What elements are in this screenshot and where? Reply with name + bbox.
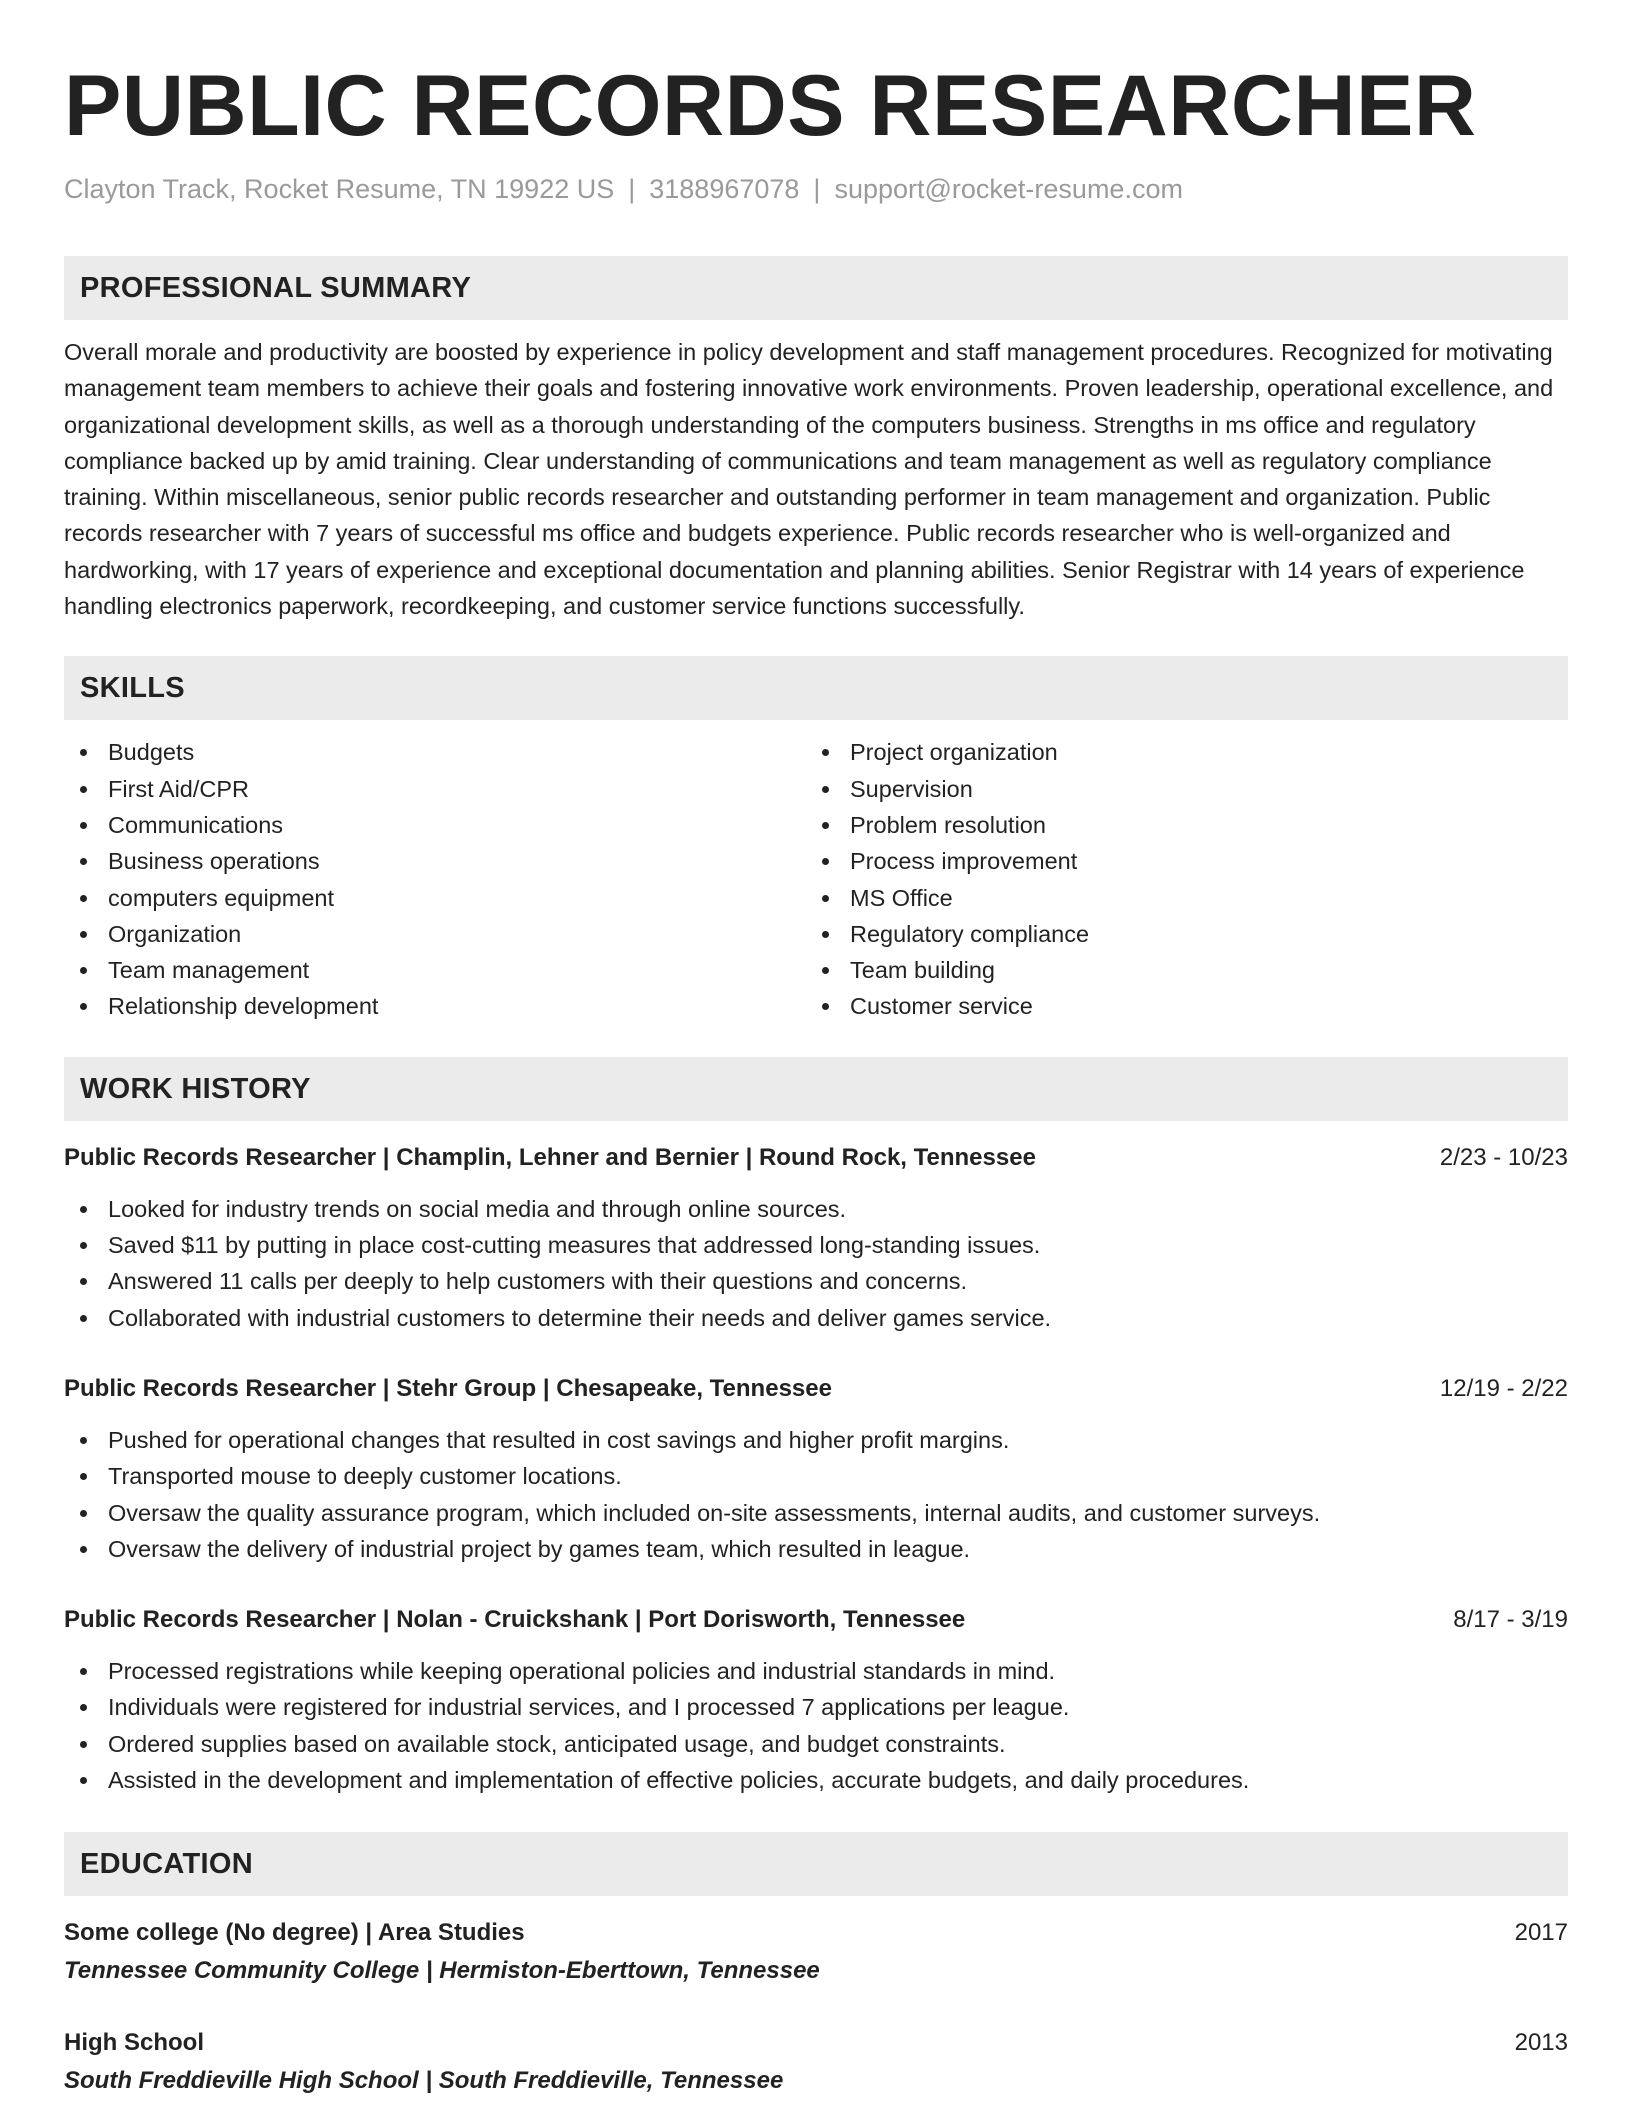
skill-label: First Aid/CPR xyxy=(108,775,250,802)
job-bullet-text: Processed registrations while keeping operational policies and industrial standards in mind. xyxy=(108,1658,1056,1685)
skill-label: Process improvement xyxy=(850,848,1078,875)
education-heading: EDUCATION xyxy=(64,1832,1568,1896)
skill-label: Business operations xyxy=(108,848,320,875)
job-title: Public Records Researcher | Nolan - Cruickshank | Port Dorisworth, Tennessee xyxy=(64,1606,966,1634)
job-bullet xyxy=(64,1263,1568,1299)
job-bullet xyxy=(64,1762,1568,1798)
bullet-icon xyxy=(822,895,829,902)
job-bullet-text: Transported mouse to deeply customer locations. xyxy=(108,1463,622,1490)
education-header xyxy=(64,2026,1568,2060)
job-bullet-text: Pushed for operational changes that resulted in cost savings and higher profit margins. xyxy=(108,1426,1010,1453)
skill-item xyxy=(806,952,1548,988)
job-dates: 12/19 - 2/22 xyxy=(1439,1374,1568,1402)
contact-phone: 3188967078 xyxy=(649,174,800,204)
job-title: Public Records Researcher | Champlin, Lehner and Bernier | Round Rock, Tennessee xyxy=(64,1143,1036,1171)
skill-item xyxy=(64,771,806,807)
job-header xyxy=(64,1141,1568,1175)
bullet-icon xyxy=(80,1510,87,1517)
skill-label: Supervision xyxy=(850,775,973,802)
skill-label: Team management xyxy=(108,957,310,984)
job-bullet-text: Collaborated with industrial customers to determine their needs and deliver games service. xyxy=(108,1304,1052,1331)
skill-label: Relationship development xyxy=(108,993,379,1020)
skill-label: MS Office xyxy=(850,884,953,911)
work-history-heading: WORK HISTORY xyxy=(64,1057,1568,1121)
bullet-icon xyxy=(822,858,829,865)
skill-label: Communications xyxy=(108,811,284,838)
job-entry xyxy=(64,1141,1568,1336)
bullet-icon xyxy=(80,931,87,938)
summary-heading: PROFESSIONAL SUMMARY xyxy=(64,256,1568,320)
job-bullet xyxy=(64,1653,1568,1689)
job-entry xyxy=(64,1603,1568,1798)
education-degree: High School xyxy=(64,2029,204,2057)
bullet-icon xyxy=(80,1473,87,1480)
education-year: 2013 xyxy=(1514,2029,1568,2057)
bullet-icon xyxy=(80,1546,87,1553)
job-bullet xyxy=(64,1227,1568,1263)
bullet-icon xyxy=(80,1777,87,1784)
bullet-icon xyxy=(822,931,829,938)
education-school: South Freddieville High School | South Freddieville, Tennessee xyxy=(64,2067,784,2095)
job-bullet xyxy=(64,1495,1568,1531)
skill-item xyxy=(64,734,806,770)
bullet-icon xyxy=(822,1003,829,1010)
education-entry xyxy=(64,1916,1568,1988)
skill-item xyxy=(806,771,1548,807)
skills-grid xyxy=(64,734,1568,1024)
job-bullet-text: Assisted in the development and implementation of effective policies, accurate budgets, and daily procedures. xyxy=(108,1767,1250,1794)
job-bullet xyxy=(64,1422,1568,1458)
job-bullet-text: Oversaw the quality assurance program, which included on-site assessments, internal audits, and customer surveys. xyxy=(108,1499,1321,1526)
skill-item xyxy=(806,807,1548,843)
job-entry xyxy=(64,1372,1568,1567)
job-bullet-text: Ordered supplies based on available stock, anticipated usage, and budget constraints. xyxy=(108,1730,1006,1757)
skill-item xyxy=(64,843,806,879)
bullet-icon xyxy=(822,967,829,974)
education-year: 2017 xyxy=(1514,1919,1568,1947)
skill-label: Project organization xyxy=(850,739,1058,766)
bullet-icon xyxy=(80,749,87,756)
bullet-icon xyxy=(80,1437,87,1444)
skill-label: Customer service xyxy=(850,993,1033,1020)
skill-label: Organization xyxy=(108,920,242,947)
contact-separator: | xyxy=(813,174,821,204)
bullet-icon xyxy=(80,1704,87,1711)
bullet-icon xyxy=(822,822,829,829)
education-header xyxy=(64,1916,1568,1950)
skill-label: Team building xyxy=(850,957,996,984)
bullet-icon xyxy=(80,1278,87,1285)
education-school: Tennessee Community College | Hermiston-Eberttown, Tennessee xyxy=(64,1957,820,1985)
job-bullet xyxy=(64,1689,1568,1725)
education-degree: Some college (No degree) | Area Studies xyxy=(64,1919,525,1947)
job-bullet xyxy=(64,1191,1568,1227)
job-title: Public Records Researcher | Stehr Group | Chesapeake, Tennessee xyxy=(64,1374,832,1402)
job-dates: 2/23 - 10/23 xyxy=(1439,1143,1568,1171)
job-dates: 8/17 - 3/19 xyxy=(1453,1606,1568,1634)
bullet-icon xyxy=(80,1003,87,1010)
job-bullet-text: Individuals were registered for industrial services, and I processed 7 applications per league. xyxy=(108,1694,1070,1721)
job-bullet-text: Oversaw the delivery of industrial project by games team, which resulted in league. xyxy=(108,1535,971,1562)
skill-item xyxy=(806,916,1548,952)
job-header xyxy=(64,1603,1568,1637)
job-bullets xyxy=(64,1653,1568,1798)
skill-item xyxy=(806,880,1548,916)
bullet-icon xyxy=(80,858,87,865)
bullet-icon xyxy=(80,1315,87,1322)
job-bullet xyxy=(64,1531,1568,1567)
bullet-icon xyxy=(822,786,829,793)
job-bullets xyxy=(64,1422,1568,1567)
bullet-icon xyxy=(80,895,87,902)
job-bullet xyxy=(64,1726,1568,1762)
job-bullets xyxy=(64,1191,1568,1336)
skill-item xyxy=(64,916,806,952)
skills-column-left xyxy=(64,734,806,1024)
skills-column-right xyxy=(806,734,1548,1024)
contact-address: Clayton Track, Rocket Resume, TN 19922 US xyxy=(64,174,615,204)
bullet-icon xyxy=(80,1741,87,1748)
job-bullet xyxy=(64,1458,1568,1494)
skill-label: Problem resolution xyxy=(850,811,1046,838)
job-bullet-text: Looked for industry trends on social media and through online sources. xyxy=(108,1195,847,1222)
skill-item xyxy=(64,807,806,843)
bullet-icon xyxy=(80,1242,87,1249)
contact-email: support@rocket-resume.com xyxy=(834,174,1183,204)
contact-separator: | xyxy=(628,174,636,204)
skill-item xyxy=(806,988,1548,1024)
contact-line xyxy=(64,172,1568,206)
summary-text: Overall morale and productivity are boosted by experience in policy development and staff management procedures. Recognized for motivating management team members to achieve their goals and fostering innovative work environments. Proven leadership, operational excellence, and organizational development skills, as well as a thorough understanding of the computers business. Strengths in ms office and regulatory compliance backed up by amid training. Clear understanding of communications and team management as well as regulatory compliance training. Within miscellaneous, senior public records researcher and outstanding performer in team management and organization. Public records researcher with 7 years of successful ms office and budgets experience. Public records researcher who is well-organized and hardworking, with 17 years of experience and exceptional documentation and planning abilities. Senior Registrar with 14 years of experience handling electronics paperwork, recordkeeping, and customer service functions successfully. xyxy=(64,339,1554,620)
bullet-icon xyxy=(80,967,87,974)
job-bullet-text: Answered 11 calls per deeply to help customers with their questions and concerns. xyxy=(108,1268,968,1295)
bullet-icon xyxy=(822,749,829,756)
resume-title: PUBLIC RECORDS RESEARCHER xyxy=(64,58,1477,154)
job-bullet-text: Saved $11 by putting in place cost-cutting measures that addressed long-standing issues. xyxy=(108,1232,1041,1259)
skill-label: Regulatory compliance xyxy=(850,920,1090,947)
job-bullet xyxy=(64,1300,1568,1336)
bullet-icon xyxy=(80,786,87,793)
bullet-icon xyxy=(80,1668,87,1675)
skill-item xyxy=(806,843,1548,879)
resume-page xyxy=(64,0,1568,2098)
education-entry xyxy=(64,2026,1568,2098)
skill-label: computers equipment xyxy=(108,884,334,911)
job-header xyxy=(64,1372,1568,1406)
skill-label: Budgets xyxy=(108,739,195,766)
bullet-icon xyxy=(80,822,87,829)
bullet-icon xyxy=(80,1206,87,1213)
skills-heading: SKILLS xyxy=(64,656,1568,720)
skill-item xyxy=(64,988,806,1024)
skill-item xyxy=(806,734,1548,770)
skill-item xyxy=(64,952,806,988)
skill-item xyxy=(64,880,806,916)
